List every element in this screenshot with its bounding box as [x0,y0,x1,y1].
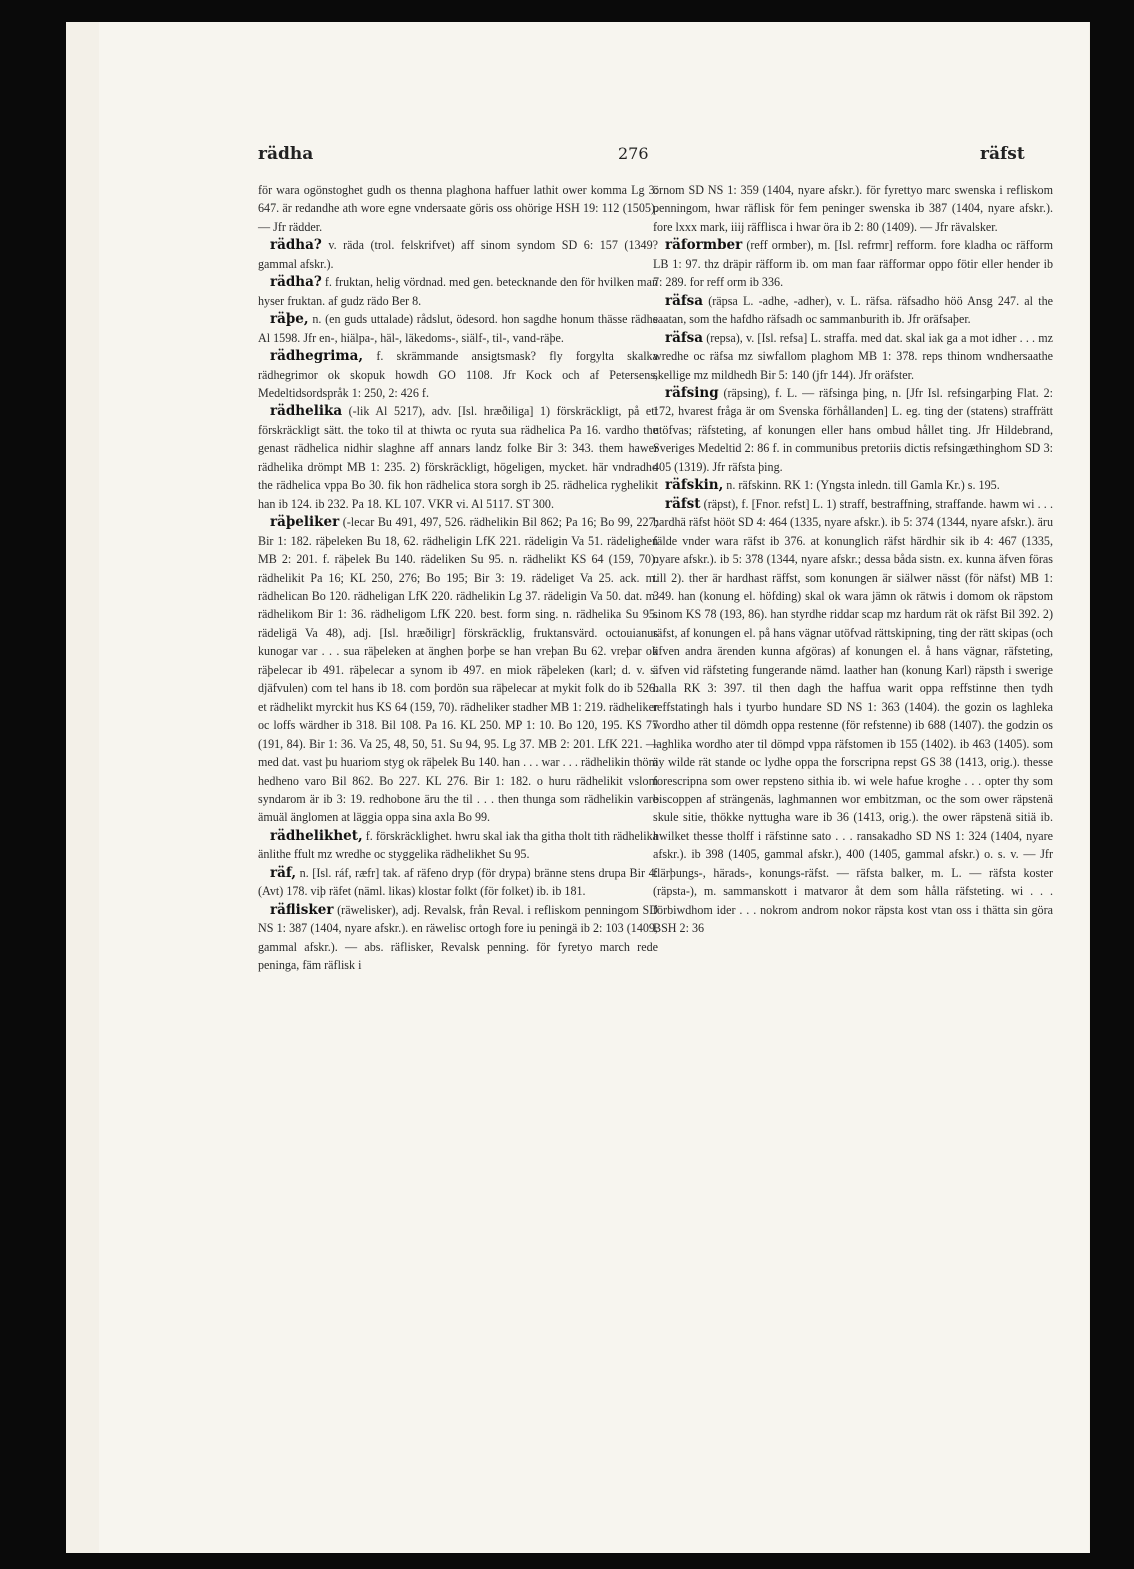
entry-text: (räwelisker), adj. Revalsk, från Reval. i refliskom penningom SD NS 1: 387 (1404, nyare afskr.). en räwelisc ortogh fore iu peningä ib 2: 103 (1409, gammal afskr.). — abs. räflisker, Revalsk penning. för fyretyo march rede peninga, fäm räflisk i [258,902,658,973]
entry-text: (reff ormber), m. [Isl. refrmr] refform. fore kladha oc räfform LB 1: 97. thz dräpir räfform ib. om man faar räfformar oppo fötir eller hender ib 7: 289. for reff orm ib 336. [653,238,1053,290]
headword: räfsing [665,384,719,401]
headword: räfskin, [665,477,724,494]
headword: rädha? [270,274,322,291]
headword: räformber [665,237,743,254]
running-head-right: räfst [980,144,1025,164]
entry-text: (-lecar Bu 491, 497, 526. rädhelikin Bil 862; Pa 16; Bo 99, 227; Bir 1: 182. räþeleken Bu 18, 62. rädheligin LfK 221. rädeligin Va 51. rädelighen MB 2: 201. f. räþelek Bu 140. rädeliken Su 95. n. rädhelikt KS 64 (159, 70). rädhelikit Pa 16; KL 250, 276; Bo 195; Bir 3: 19. rädeliget Va 25. ack. m. rädhelican Bo 120. rädheligan LfK 220. rädhelikin Lg 37. rädeligin Va 50. dat. m. rädhelikom Bir 1: 36. rädheligom LfK 220. best. form sing. n. rädhelika Su 95. rädeligä Va 48), adj. [Isl. hræðiligr] förskräcklig, fruktansvärd. octouianus kunogar var . . . sua räþeleken at änghen þorþe se han vreþan Bu 62. vreþar ok räþelecar ib 491. räþelecar a synom ib 497. en miok räþeleken (karl; d. v. s. djäfvulen) com tel hans ib 18. com þordön sua räþelecar at mykit folk do ib 526. et rädhelikt myrckit hus KS 64 (159, 70). rädheliker stadher MB 1: 219. rädheliker oc loffs wärdher ib 318. Bil 108. Pa 16. KL 250. MP 1: 10. Bo 120, 195. KS 77 (191, 84). Bir 1: 36. Va 25, 48, 50, 51. Su 94, 95. Lg 37. MB 2: 201. LfK 221. — med dat. vast þu huariom styg ok räþelek Bu 140. han . . . war . . . rädhelikin thöm hedheno varo Bil 862. Bo 227. KL 276. Bir 1: 182. o huru rädhelikit vslom syndarom är ib 3: 19. redhobone äru the til . . . then thunga som rädhelikin vare ämuäl änglomen at läggia oppa sina axla Bo 99. [258,515,658,825]
entry [258,181,658,236]
entry-text: f. förskräcklighet. hwru skal iak tha githa tholt tith rädhelika änlithe ffult mz wredhe oc styggelika rädhelikhet Su 95. [258,828,658,862]
entry [258,901,658,975]
entry [258,402,658,513]
right-column [653,181,1053,938]
entry [258,273,658,310]
left-column [258,181,658,974]
entry [653,329,1053,384]
entry [653,476,1053,494]
headword: räfst [665,495,701,512]
entry-text: f. fruktan, helig vördnad. med gen. betecknande den för hvilken man hyser fruktan. af gudz rädo Ber 8. [258,275,658,308]
entry-text: (räpsa L. -adhe, -adher), v. L. räfsa. räfsadho höö Ansg 247. al the saatan, som the hafdho räfsadh oc sammanburith ib. Jfr oräfsaþer. [653,293,1054,327]
entry-text: n. räfskinn. RK 1: (Yngsta inledn. till Gamla Kr.) s. 195. [726,478,1000,493]
headword: räf, [270,864,297,881]
entry [653,495,1053,938]
headword: räfsa [665,329,704,346]
entry [258,310,658,347]
entry [258,236,658,273]
entry [653,292,1053,329]
entry-text: örnom SD NS 1: 359 (1404, nyare afskr.). för fyrettyo marc swenska i refliskom penningom, hwar räflisk för fem peninger swenska ib 387 (1404, nyare afskr.). fore lxxx mark, iiij räfflisca i hwar öra ib 2: 80 (1409). — Jfr rävalsker. [653,183,1053,234]
entry [258,347,658,402]
entry [258,864,658,901]
entry [258,827,658,864]
headword: räþeliker [270,514,340,531]
entry-text: (repsa), v. [Isl. refsa] L. straffa. med dat. skal iak ga a mot idher . . . mz wredhe oc räfsa mz siwfallom plaghom MB 1: 378. reps thinom wndhersaathe skellige mz mildhedh Bir 5: 140 (jfr 144). Jfr oräfster. [653,330,1053,382]
headword: räþe, [270,311,309,328]
entry-text: (-lik Al 5217), adv. [Isl. hræðiliga] 1) förskräckligt, på ett förskräckligt sätt. the toko til at thiwta oc ryuta sua rädhelica Pa 16. vardho the genast rädhelica nidhir slaghne aff annars landz folke Bir 3: 343. them hawer rädhelika drömpt MB 1: 235. 2) förskräckligt, högeligen, mycket. här vndradho the rädhelica vppa Bo 30. fik hon rädhelica stora sorgh ib 25. rädhelica ryghelikit han ib 124. ib 232. Pa 18. KL 107. VKR vi. Al 5117. ST 300. [258,404,658,511]
entry-text: (räpsing), f. L. — räfsinga þing, n. [Jfr Isl. refsingarþing Flat. 2: 172, hvarest fråga är om Svenska förhållanden] L. eg. ting der (statens) straffrätt utöfvas; räfsteting, af konungen eller hans ombud hållet ting. Jfr Hildebrand, Sveriges Medeltid 2: 86 f. in communibus pretoriis dictis refsingæthinghom SD 3: 405 (1319). Jfr räfsta þing. [653,385,1053,474]
entry-text: n. [Isl. ráf, ræfr] tak. af räfeno dryp (för drypa) bränne stens drupa Bir 4: (Avt) 178. viþ räfet (näml. likas) klostar folkt (för folket) ib. ib 181. [258,865,658,899]
running-head-left: rädha [258,144,314,164]
entry-text: (räpst), f. [Fnor. refst] L. 1) straff, bestraffning, straffande. hawm wi . . . hardhä räfst hööt SD 4: 464 (1335, nyare afskr.). ib 5: 374 (1344, nyare afskr.). äru fälde vnder wara räfst ib 376. at konunglich räfst härdhir sik ib 4: 467 (1335, nyare afskr.). ib 5: 378 (1344, nyare afskr.; dessa båda sistn. ex. kunna äfven föras till 2). ther är hardhast räffst, som konungen är siälwer nässt (för näfst) MB 1: 349. han (konung el. höfding) skal ok wara jämn ok rätwis i domom ok räpstom sinom KS 78 (193, 86). han styrdhe riddar scap mz hardum rät ok räfst Bil 392. 2) räfst, af konungen el. på hans vägnar utöfvad rättskipning, ting der rätt skipas (och äfven andra ärenden kunna afgöras) af konungen el. å hans vägnar, räfsteting, äfven vid räfsteting fungerande nämd. laather han (konung Karl) räpsth i swerige halla RK 3: 397. til then dagh the haffua warit oppa reffstinne then tydh reffstatingh hals i tyurbo hundare SD NS 1: 363 (1404). the gozin os laghleka wordho ather til dömdh oppa restenne (för refstenne) ib 688 (1407). the godzin os laghlika wordho ater til dömpd vppa räfstomen ib 155 (1402). ib 463 (1405). som äy wilde rät stande oc lydhe oppa the forscripna repst GS 38 (1413, orig.). thesse forescripna som ower repsteno sithia ib. wi wele hafue kroghe . . . opter thy som biscoppen af strängenäs, laghmannen wor embitzman, oc the som ower räpstenä skule sitie, thökke nyttugha ware ib 36 (1413, orig.). the ower räpstenä sitiä ib. hwilket thesse tholff i räfstinne sato . . . ransakadho SD NS 1: 324 (1404, nyare afskr.). ib 398 (1405, gammal afskr.), 400 (1405, gammal afskr.) o. s. v. — Jfr flärþungs-, härads-, konungs-räfst. — räfsta balker, m. L. — räfsta koster (räpsta-), m. sammanskott i matvaror åt dem som hålla räfsteting. wi . . . förbiwdhom ider . . . nokrom androm nokor räpsta kost vtan oss i thätta sin göra BSH 2: 36 [653,496,1054,936]
headword: rädhelika [270,403,343,420]
entry-text: v. räda (trol. felskrifvet) aff sinom syndom SD 6: 157 (1349? gammal afskr.). [258,238,659,271]
entry [653,236,1053,291]
headword: rädha? [270,237,322,254]
entry-text: f. skrämmande ansigtsmask? fly forgylta skalka rädhegrimor ok skopuk howdh GO 1108. Jfr Kock och af Petersens, Medeltidsordspråk 1: 250, 2: 426 f. [258,349,658,400]
headword: rädhelikhet, [270,827,363,844]
entry [653,384,1053,476]
headword: räfsa [665,292,704,309]
entry [258,513,658,827]
entry-text: n. (en guds uttalade) rådslut, ödesord. hon sagdhe honum thässe rädhe Al 1598. Jfr en-, hiälpa-, häl-, läkedoms-, siälf-, til-, vand-räþe. [258,312,658,345]
headword: räflisker [270,901,334,918]
entry [653,181,1053,236]
entry-text: för wara ogönstoghet gudh os thenna plaghona haffuer lathit ower komma Lg 3: 647. är redandhe ath wore egne vndersaate göris oss ohörige HSH 19: 112 (1505). — Jfr rädder. [258,183,658,234]
headword: rädhegrima, [270,348,364,365]
page-number: 276 [618,144,649,163]
